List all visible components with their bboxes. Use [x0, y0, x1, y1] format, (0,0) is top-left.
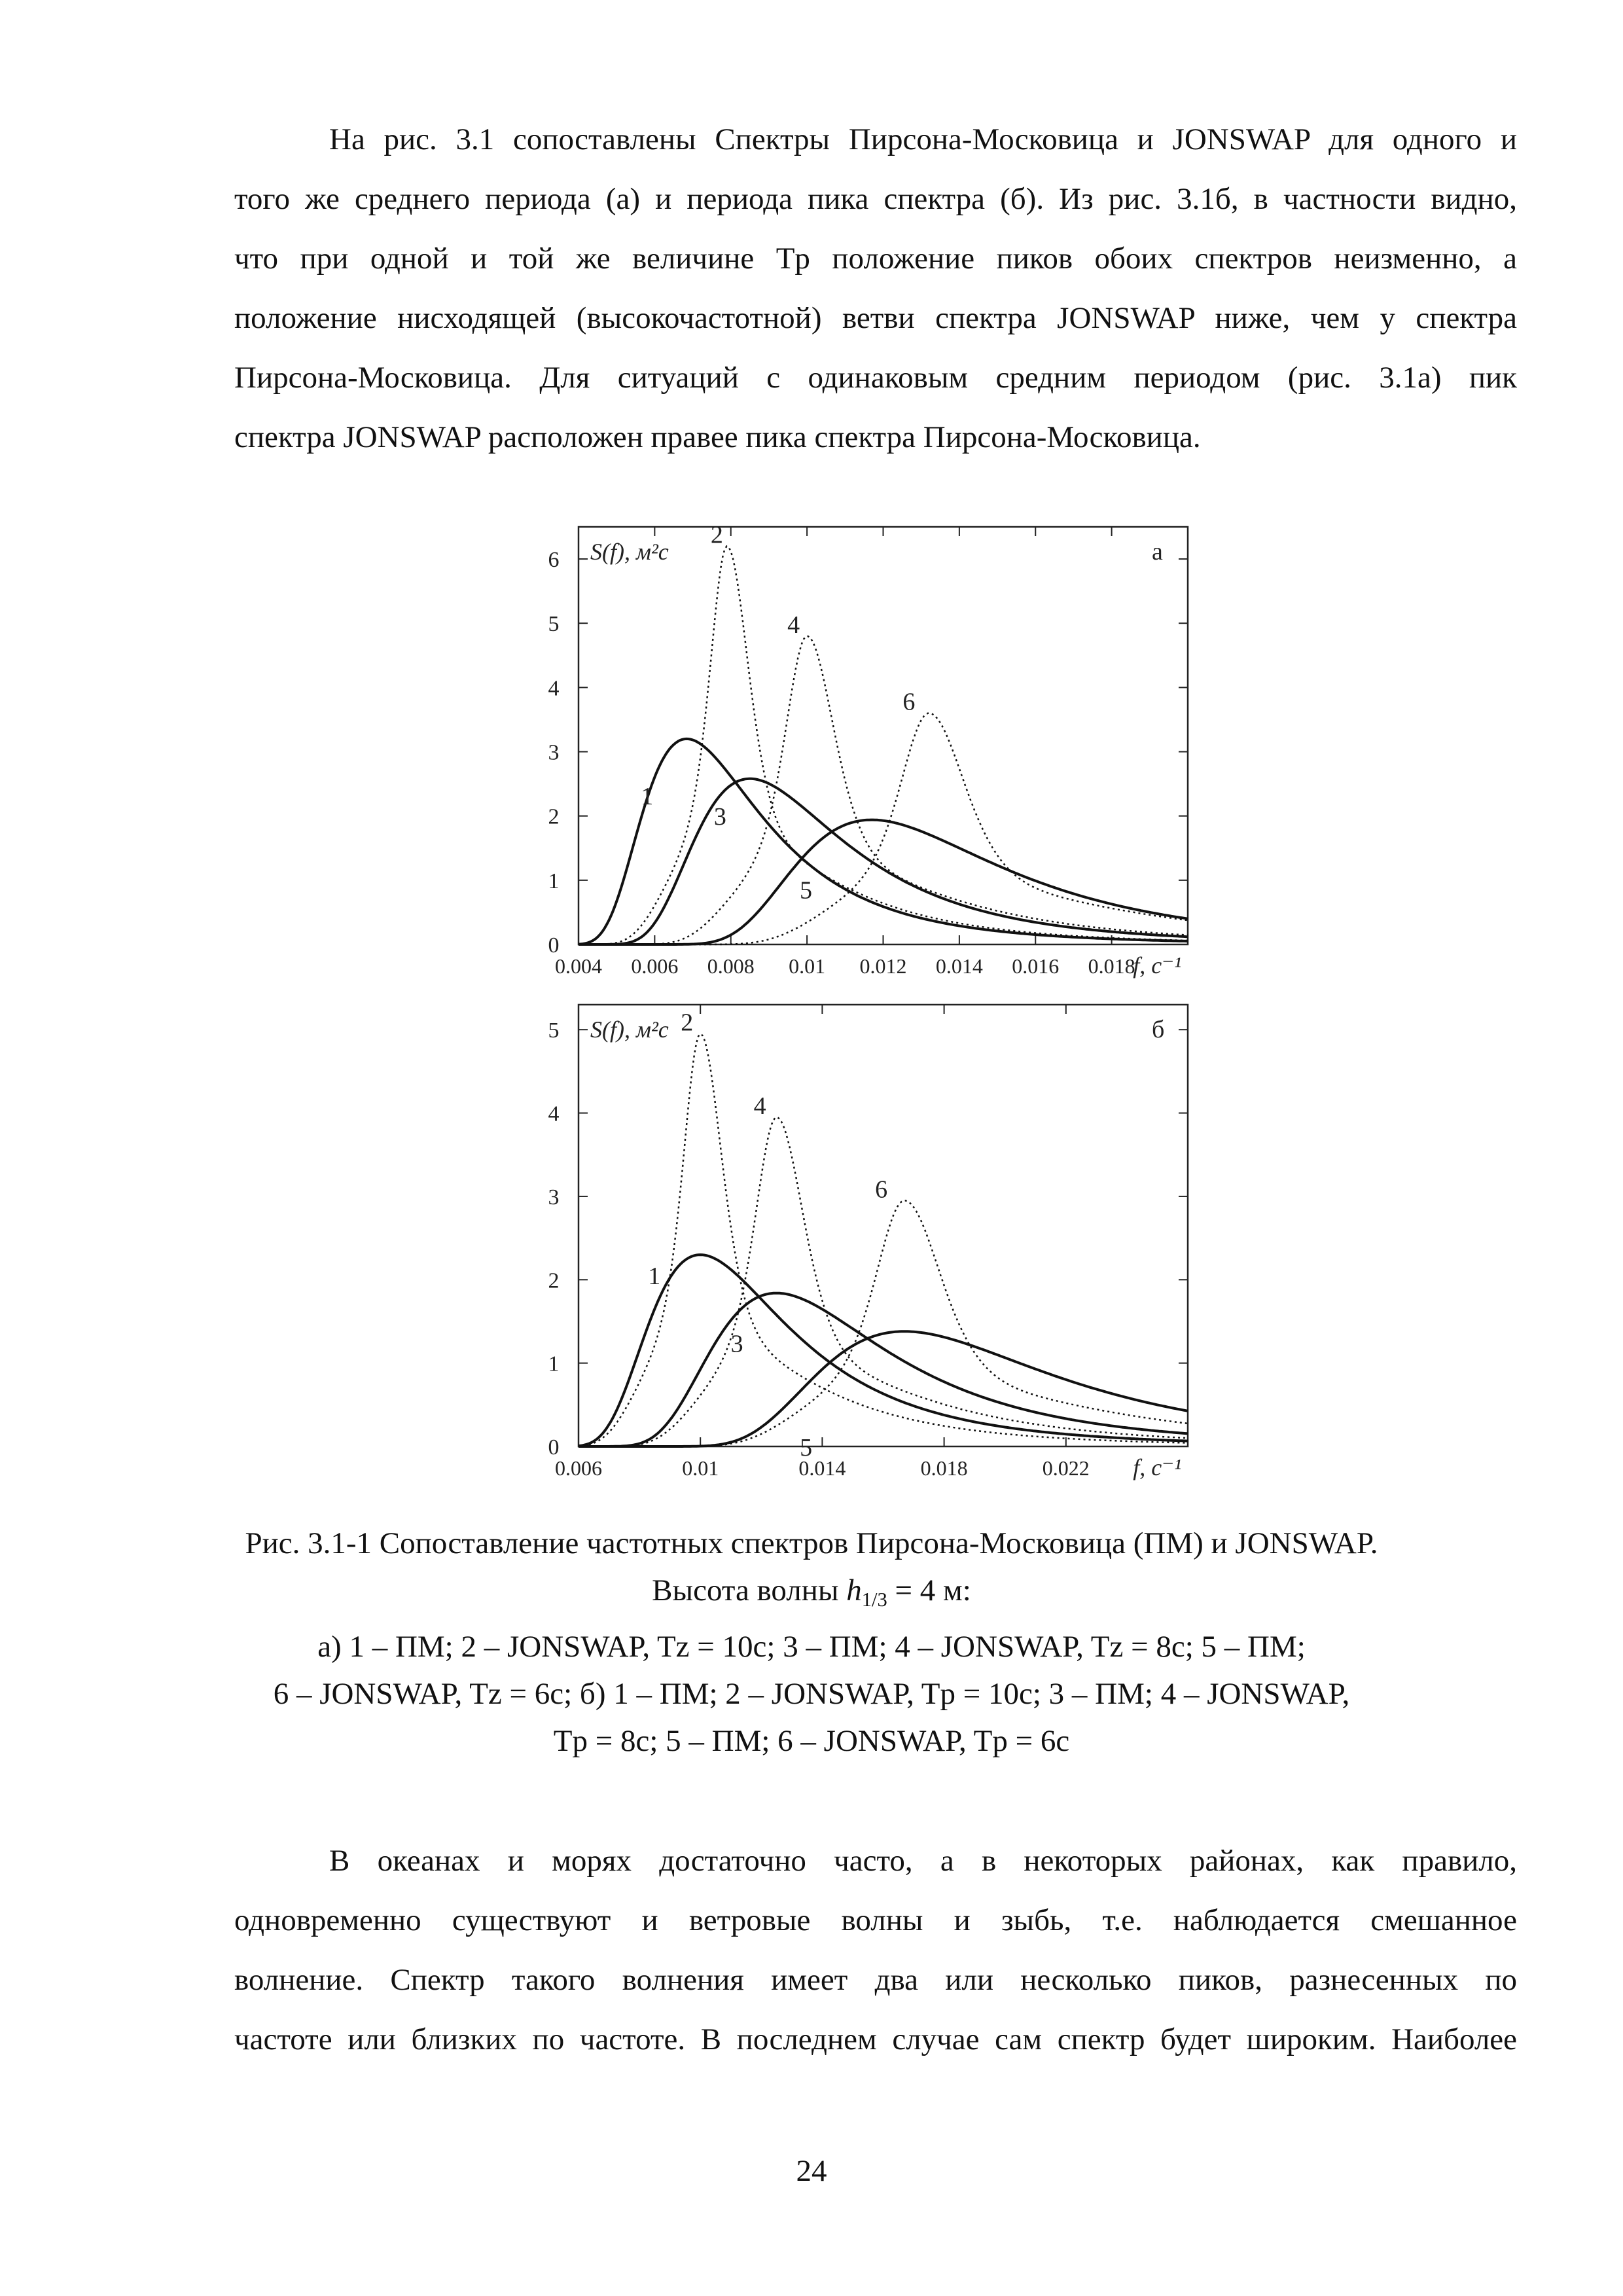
series-curve-5 — [579, 820, 1188, 944]
plot-frame — [579, 1005, 1188, 1446]
text-line: На рис. 3.1 сопоставлены Спектры Пирсона-Московица и JONSWAP для одного и — [329, 122, 1517, 156]
y-tick-label: 5 — [548, 1018, 560, 1043]
y-tick-label: 2 — [548, 804, 560, 829]
series-curve-2 — [579, 547, 1188, 945]
y-tick-label: 4 — [548, 676, 560, 701]
x-tick-label: 0.016 — [1012, 954, 1060, 978]
y-tick-label: 6 — [548, 548, 560, 573]
series-label-4: 4 — [753, 1092, 766, 1120]
x-tick-label: 0.022 — [1042, 1456, 1090, 1480]
panel-label: б — [1152, 1016, 1165, 1043]
x-tick-label: 0.01 — [789, 954, 826, 978]
y-tick-label: 3 — [548, 740, 560, 765]
series-label-2: 2 — [681, 1009, 694, 1037]
series-curve-4 — [579, 1117, 1188, 1446]
series-curve-2 — [579, 1034, 1188, 1446]
y-tick-label: 2 — [548, 1268, 560, 1293]
paragraph-mixed-waves — [234, 1831, 1517, 2070]
y-axis-label: S(f), м²с — [590, 539, 669, 565]
x-tick-label: 0.014 — [798, 1456, 846, 1480]
caption-line: 6 – JONSWAP, Tz = 6с; б) 1 – ПМ; 2 – JONSWAP, Tp = 10с; 3 – ПМ; 4 – JONSWAP, — [273, 1677, 1350, 1712]
x-tick-label: 0.012 — [859, 954, 907, 978]
x-tick-label: 0.008 — [707, 954, 755, 978]
series-label-4: 4 — [787, 611, 800, 639]
x-axis-label: f, с⁻¹ — [1133, 1454, 1181, 1480]
text-line: того же среднего периода (а) и периода пика спектра (б). Из рис. 3.1б, в частности видно, — [234, 182, 1517, 216]
y-tick-label: 4 — [548, 1102, 560, 1126]
y-tick-label: 1 — [548, 1352, 560, 1376]
plot-frame — [579, 527, 1188, 944]
x-tick-label: 0.014 — [935, 954, 983, 978]
x-tick-label: 0.004 — [555, 954, 602, 978]
series-curve-1 — [579, 739, 1188, 944]
series-label-6: 6 — [902, 688, 916, 716]
text-line: В океанах и морях достаточно часто, а в некоторых районах, как правило, — [329, 1844, 1517, 1878]
x-tick-label: 0.018 — [920, 1456, 968, 1480]
y-tick-label: 0 — [548, 1435, 560, 1460]
series-curve-6 — [579, 1200, 1188, 1446]
series-label-1: 1 — [641, 782, 654, 810]
figure-caption — [196, 1520, 1427, 1765]
x-tick-label: 0.006 — [631, 954, 679, 978]
caption-height-label: Высота волны — [652, 1573, 839, 1607]
y-tick-label: 0 — [548, 933, 560, 958]
y-tick-label: 5 — [548, 612, 560, 637]
series-curve-3 — [579, 779, 1188, 944]
text-line: положение нисходящей (высокочастотной) ветви спектра JONSWAP ниже, чем у спектра — [234, 301, 1517, 335]
series-label-3: 3 — [713, 802, 726, 831]
chart-panel-а — [548, 521, 1188, 978]
x-tick-label: 0.006 — [555, 1456, 602, 1480]
caption-line — [196, 1567, 1427, 1623]
series-label-5: 5 — [800, 876, 813, 905]
text-line: частоте или близких по частоте. В последнем случае сам спектр будет широким. Наиболее — [234, 2022, 1517, 2056]
y-tick-label: 1 — [548, 869, 560, 893]
text-line: Пирсона-Московица. Для ситуаций с одинаковым средним периодом (рис. 3.1а) пик — [234, 361, 1517, 395]
series-label-1: 1 — [648, 1263, 661, 1291]
series-curve-1 — [579, 1255, 1188, 1446]
text-line: спектра JONSWAP расположен правее пика спектра Пирсона-Московица. — [234, 420, 1201, 454]
panel-label: а — [1152, 538, 1163, 565]
text-line: волнение. Спектр такого волнения имеет два или несколько пиков, разнесенных по — [234, 1963, 1517, 1997]
text-line: одновременно существуют и ветровые волны и зыбь, т.е. наблюдается смешанное — [234, 1903, 1517, 1937]
caption-h-subscript: 1/3 — [861, 1588, 887, 1611]
chart-panel-б — [548, 1005, 1188, 1480]
x-tick-label: 0.018 — [1088, 954, 1135, 978]
series-label-2: 2 — [710, 521, 723, 549]
caption-h-symbol: h — [846, 1573, 862, 1607]
y-tick-label: 3 — [548, 1185, 560, 1210]
x-axis-label: f, с⁻¹ — [1133, 952, 1181, 978]
caption-height-value: = 4 м: — [887, 1573, 971, 1607]
page-number: 24 — [796, 2154, 827, 2188]
series-label-3: 3 — [730, 1330, 743, 1358]
series-label-6: 6 — [875, 1175, 888, 1204]
series-curve-3 — [579, 1293, 1188, 1446]
caption-line: Рис. 3.1-1 Сопоставление частотных спектров Пирсона-Московица (ПМ) и JONSWAP. — [245, 1526, 1378, 1560]
x-tick-label: 0.01 — [682, 1456, 719, 1480]
series-label-5: 5 — [800, 1434, 813, 1462]
caption-line: а) 1 – ПМ; 2 – JONSWAP, Tz = 10с; 3 – ПМ; 4 – JONSWAP, Tz = 8с; 5 – ПМ; — [317, 1630, 1306, 1664]
text-line: что при одной и той же величине Tp положение пиков обоих спектров неизменно, а — [234, 242, 1517, 276]
y-axis-label: S(f), м²с — [590, 1016, 669, 1043]
caption-line: Tp = 8с; 5 – ПМ; 6 – JONSWAP, Tp = 6с — [553, 1724, 1070, 1759]
